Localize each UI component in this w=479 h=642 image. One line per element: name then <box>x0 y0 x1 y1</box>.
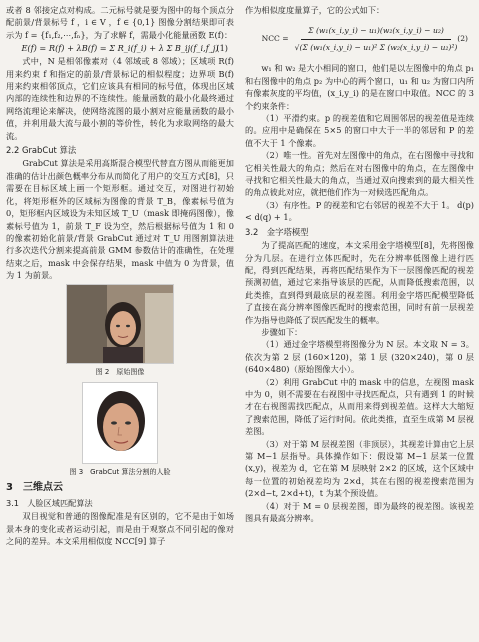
equation-1 <box>6 41 234 55</box>
paragraph: 式中，N 是相邻像素对（4 邻域或 8 邻域）；区域项 R(f) 用来约束 f 和指定的前景/背景标记的相似程度；边界项 B(f) 用来约束相邻顶点，它们应该具有相同的标号值，体现出区域内部的连续性和边界的不连续性。能量函数的最小化最终通过网络流理论来解决，使网络流图的最小割对应能量函数的最小值，并利用最大流与最小割的等价性，转化为求取网络的最大流。 <box>6 56 234 141</box>
section-heading: 3.2 金字塔模型 <box>245 226 309 237</box>
ncc-label: NCC = <box>261 34 289 44</box>
fraction-bar <box>301 39 451 40</box>
paragraph: 或者 8 邻接定点对构成。二元标号就是要为图中的每个顶点分配前景/背景标号 f ，i ∈ V ，f ∈ {0,1} 图像分割结果即可表示为 f = {f₁,f₂,⋯,fₙ}，为了求解 f，需最小化能量函数 E(f)： <box>6 5 234 40</box>
paragraph: 步骤如下： <box>261 326 303 337</box>
step-4: （4）对于 M = 0 层视差图，即为最终的视差图。该视差图具有最高分辨率。 <box>245 500 474 524</box>
left-column <box>6 4 234 547</box>
right-column <box>245 4 474 524</box>
constraint-uniqueness: （2）唯一性。首先对左图像中的角点，在右图像中寻找和它相关性最大的角点；然后在对右图像中的角点，在左图像中寻找和它相关性最大的角点，当通过双向搜索到的最大相关性的角点彼此对应，就把他们作为一对候选匹配角点。 <box>245 150 474 198</box>
paragraph: 作为相似度度量算子，它的公式如下： <box>245 5 385 15</box>
figure-original-image <box>66 284 174 364</box>
segmented-face-photo <box>83 383 158 464</box>
constraint-ordering: （3）有序性。P 的视差和它右邻居的视差不大于 1。 d(p) < d(q) + 1。 <box>245 199 474 223</box>
step-2: （2）利用 GrabCut 中的 mask 中的信息，左视图 mask 中为 0，则不需要在右视图中寻找匹配点，只有遇到 1 的时候才在右视图需找匹配点，从而用来得到视差值。这样大大缩短了搜索范围，降低了运行时间。依此类推，直至生成第 M 层视差图。 <box>245 376 474 437</box>
figure-caption: 图 2 原始图像 <box>95 367 145 376</box>
equation-number: (1) <box>216 43 228 54</box>
paragraph: w₁ 和 w₂ 是大小相同的窗口，他们是以左图像中的角点 p₁ 和右图像中的角点 p₂ 为中心的两个窗口，u₁ 和 u₂ 为窗口内所有像素灰度的平均值，(x_i,y_i) 的是在窗口中取值。NCC 的 3 个约束条件： <box>245 63 474 111</box>
figure-grabcut-face <box>82 382 158 464</box>
original-photo <box>67 285 174 364</box>
equation-2 <box>245 16 474 62</box>
subsection-heading: 3.1 人脸区域匹配算法 <box>6 497 93 508</box>
step-3: （3）对于第 M 层视差图（非顶层），其视差计算由它上层第 M−1 层指导。具体操作如下：假设第 M−1 层某一位置 (x,y)，视差为 d，它在第 M 层映射 2×2 的区域，这个区域中每一位置的初始视差均为 2×d，其在右图的视差搜索范围为 (2×d−t, 2×d+t)，t 为某个预设值。 <box>245 438 474 499</box>
ncc-fraction <box>295 25 458 55</box>
paragraph: GrabCut 算法是采用高斯混合模型代替直方图从而能更加准确的估计出颜色概率分布从而简化了用户的交互方式[8]，只需要在目标区域上画一个矩形框。通过交互，对图进行初始化，将矩形框外的区域标为图像的背景 T_B，像素标号值为 0，矩形框内区域设为未知区域 T_U（mask 即掩码图像），像素标号值为 1，前景 T_F 设为空，然后根据标号值为 1 和 0 的像素初始化前景/背景 GrabCut 通过对 T_U 用图割算法进行多次迭代分割来提高前景 GMM 参数估计的准确性，在处理结束之后，mask 中会保存结果，mask 中值为 0 为背景，值为 1 为前景。 <box>6 158 234 281</box>
ncc-numerator: Σ (w₁(x_i,y_i) − u₁)(w₂(x_i,y_i) − u₂) <box>308 25 444 35</box>
equation-text: E(f) = R(f) + λB(f) = Σ R_i(f_i) + λ Σ B_ij(f_i,f_j) <box>21 43 219 54</box>
section-heading: 2.2 GrabCut 算法 <box>6 145 77 156</box>
figure-caption: 图 3 GrabCut 算法分割的人脸 <box>69 467 171 476</box>
constraint-smoothness: （1）平滑约束。p 的视差值和它周围邻居的视差值是连续的。应用中是确保在 5×5 的窗口中大于一半的邻居和 P 的差值不大于 1 个像素。 <box>245 113 474 148</box>
section-heading: 3 三维点云 <box>6 482 63 494</box>
step-1: （1）通过金字塔模型将图像分为 N 层。本文取 N = 3。依次为第 2 层 (160×120)，第 1 层 (320×240)，第 0 层 (640×480)（原始图像大小）。 <box>245 339 474 375</box>
paragraph: 为了提高匹配的速度，本文采用金字塔模型[8]，先将图像分为几层。在进行立体匹配时，先在分辨率低图像上进行匹配，得到匹配结果，再将匹配结果作为下一层图像匹配的视差预测初值，通过它来指导该层的匹配，从而降低搜索范围，以此类推，直到得到最底层的视差图。利用金字塔匹配模型降低了直接在高分辨率图像匹配时的搜索范围，同时有前一层视差作为指导也降低了误匹配发生的概率。 <box>245 240 474 325</box>
ncc-denominator: √(Σ (w₁(x_i,y_i) − u₁)² Σ (w₂(x_i,y_i) − u₂)²) <box>294 42 458 52</box>
paragraph: 双目视觉和普通的图像配准是有区别的，它不是由于如场景本身的变化或者运动引起，而是由于观察点不同引起的像对之间的差异。本文采用相似度 NCC[9] 算子 <box>6 511 234 546</box>
equation-number: (2) <box>457 34 468 44</box>
